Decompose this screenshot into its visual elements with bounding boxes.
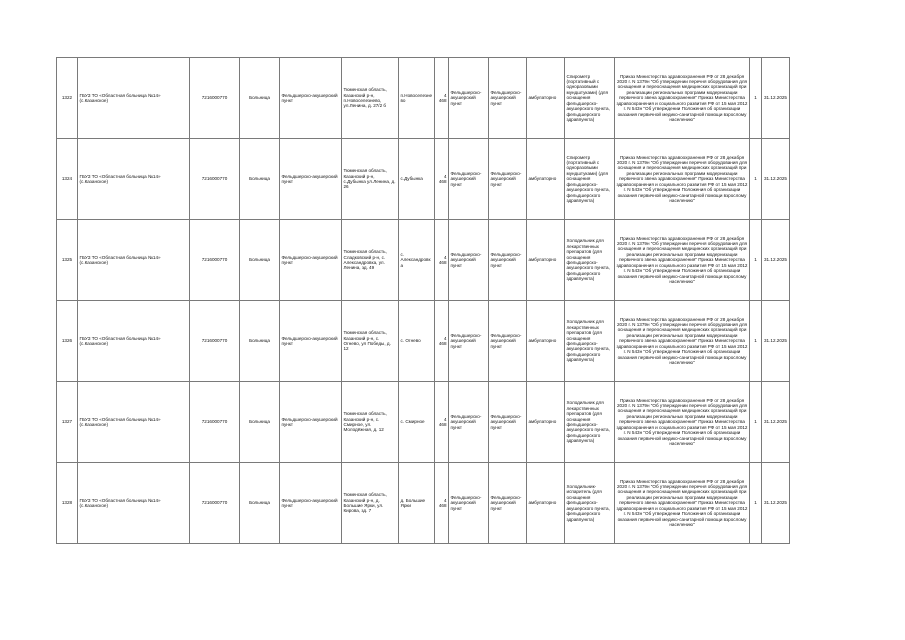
care-type-cell: амбулаторно — [527, 382, 565, 463]
unit-cell: Фельдшерско-акушерский пункт — [280, 301, 342, 382]
position-cell: Фельдшерско-акушерский пункт — [449, 139, 489, 220]
equipment-cell: Спирометр (портативный с одноразовыми мундштуками) (для оснащения фельдшерско-акушерского пункта, фельдшерского здравпункта) — [565, 58, 615, 139]
equipment-cell: Холодильник для лекарственных препаратов (для оснащения фельдшерско-акушерского пункта, фельдшерского здравпункта) — [565, 301, 615, 382]
address-cell: Тюменская область, Сладковский р-н, с. Александровка, ул. Ленина, зд. 49 — [342, 220, 399, 301]
position-cell-2: Фельдшерско-акушерский пункт — [489, 58, 527, 139]
facility-type-cell: Больница — [240, 58, 280, 139]
inn-cell: 7216000770 — [190, 463, 240, 544]
quantity-cell: 1 — [750, 58, 762, 139]
position-cell-2: Фельдшерско-акушерский пункт — [489, 463, 527, 544]
amount-cell: 4 468 — [435, 139, 449, 220]
equipment-cell: Холодильник для лекарственных препаратов (для оснащения фельдшерско-акушерского пункта, фельдшерского здравпункта) — [565, 382, 615, 463]
address-cell: Тюменская область, Казанский р-н, п.Новоселезнево, ул.Ленина, д. 27/2 б — [342, 58, 399, 139]
locality-cell: п.Новоселезнево — [399, 58, 435, 139]
care-type-cell: амбулаторно — [527, 220, 565, 301]
deadline-date-cell: 31.12.2025 — [762, 58, 790, 139]
position-cell: Фельдшерско-акушерский пункт — [449, 463, 489, 544]
address-cell: Тюменская область, Казанский р-н, с. Смирное, ул. Молодёжная, д. 12 — [342, 382, 399, 463]
facility-type-cell: Больница — [240, 139, 280, 220]
organization-cell: ГБУЗ ТО «Областная больница №14» (с.Казанское) — [78, 301, 190, 382]
position-cell: Фельдшерско-акушерский пункт — [449, 382, 489, 463]
row-number: 1322 — [57, 58, 78, 139]
equipment-table — [56, 57, 790, 544]
legal-basis-cell: Приказ Министерства здравоохранения РФ от 28 декабря 2020 г. N 1379н "Об утверждении перечня оборудования для оснащения и переоснащения медицинских организаций при реализации региональных программ модернизации первичного звена здравоохранения" Приказ Министерства здравоохранения и социального развития РФ от 15 мая 2012 г. N 543н "Об утверждении Положения об организации оказания первичной медико-санитарной помощи взрослому населению" — [615, 58, 750, 139]
position-cell-2: Фельдшерско-акушерский пункт — [489, 382, 527, 463]
position-cell: Фельдшерско-акушерский пункт — [449, 58, 489, 139]
quantity-cell: 1 — [750, 139, 762, 220]
deadline-date-cell: 31.12.2025 — [762, 139, 790, 220]
care-type-cell: амбулаторно — [527, 139, 565, 220]
facility-type-cell: Больница — [240, 301, 280, 382]
deadline-date-cell: 31.12.2025 — [762, 301, 790, 382]
row-number: 1325 — [57, 220, 78, 301]
table-row — [57, 382, 790, 463]
equipment-cell: Спирометр (портативный с одноразовыми мундштуками) (для оснащения фельдшерско-акушерского пункта, фельдшерского здравпункта) — [565, 139, 615, 220]
quantity-cell: 1 — [750, 301, 762, 382]
deadline-date-cell: 31.12.2025 — [762, 220, 790, 301]
amount-cell: 4 468 — [435, 382, 449, 463]
amount-cell: 4 468 — [435, 301, 449, 382]
position-cell-2: Фельдшерско-акушерский пункт — [489, 220, 527, 301]
equipment-cell: Холодильник для лекарственных препаратов (для оснащения фельдшерско-акушерского пункта, фельдшерского здравпункта) — [565, 220, 615, 301]
table-row — [57, 301, 790, 382]
organization-cell: ГБУЗ ТО «Областная больница №14» (с.Казанское) — [78, 139, 190, 220]
inn-cell: 7216000770 — [190, 301, 240, 382]
facility-type-cell: Больница — [240, 463, 280, 544]
position-cell-2: Фельдшерско-акушерский пункт — [489, 301, 527, 382]
legal-basis-cell: Приказ Министерства здравоохранения РФ от 28 декабря 2020 г. N 1379н "Об утверждении перечня оборудования для оснащения и переоснащения медицинских организаций при реализации региональных программ модернизации первичного звена здравоохранения" Приказ Министерства здравоохранения и социального развития РФ от 15 мая 2012 г. N 543н "Об утверждении Положения об организации оказания первичной медико-санитарной помощи взрослому населению" — [615, 220, 750, 301]
address-cell: Тюменская область, Казанский р-н, с.Дубынка ул.Ленина, д. 26 — [342, 139, 399, 220]
position-cell-2: Фельдшерско-акушерский пункт — [489, 139, 527, 220]
address-cell: Тюменская область, Казанский р-н, д. Большие Ярки, ул. Кирова, зд. 7 — [342, 463, 399, 544]
unit-cell: Фельдшерско-акушерский пункт — [280, 220, 342, 301]
inn-cell: 7216000770 — [190, 139, 240, 220]
locality-cell: с. Огнево — [399, 301, 435, 382]
care-type-cell: амбулаторно — [527, 463, 565, 544]
unit-cell: Фельдшерско-акушерский пункт — [280, 463, 342, 544]
legal-basis-cell: Приказ Министерства здравоохранения РФ от 28 декабря 2020 г. N 1379н "Об утверждении перечня оборудования для оснащения и переоснащения медицинских организаций при реализации региональных программ модернизации первичного звена здравоохранения" Приказ Министерства здравоохранения и социального развития РФ от 15 мая 2012 г. N 543н "Об утверждении Положения об организации оказания первичной медико-санитарной помощи взрослому населению" — [615, 463, 750, 544]
locality-cell: с. Смирное — [399, 382, 435, 463]
row-number: 1326 — [57, 301, 78, 382]
organization-cell: ГБУЗ ТО «Областная больница №14» (с.Казанское) — [78, 58, 190, 139]
organization-cell: ГБУЗ ТО «Областная больница №14» (с.Казанское) — [78, 220, 190, 301]
legal-basis-cell: Приказ Министерства здравоохранения РФ от 28 декабря 2020 г. N 1379н "Об утверждении перечня оборудования для оснащения и переоснащения медицинских организаций при реализации региональных программ модернизации первичного звена здравоохранения" Приказ Министерства здравоохранения и социального развития РФ от 15 мая 2012 г. N 543н "Об утверждении Положения об организации оказания первичной медико-санитарной помощи взрослому населению" — [615, 382, 750, 463]
locality-cell: с.Дубынка — [399, 139, 435, 220]
legal-basis-cell: Приказ Министерства здравоохранения РФ от 28 декабря 2020 г. N 1379н "Об утверждении перечня оборудования для оснащения и переоснащения медицинских организаций при реализации региональных программ модернизации первичного звена здравоохранения" Приказ Министерства здравоохранения и социального развития РФ от 15 мая 2012 г. N 543н "Об утверждении Положения об организации оказания первичной медико-санитарной помощи взрослому населению" — [615, 139, 750, 220]
address-cell: Тюменская область, Казанский р-н, с. Огнево, ул Победы, д. 12 — [342, 301, 399, 382]
unit-cell: Фельдшерско-акушерский пункт — [280, 382, 342, 463]
equipment-cell: Холодильник-испаритель (для оснащения фельдшерско-акушерского пункта, фельдшерского здравпункта) — [565, 463, 615, 544]
deadline-date-cell: 31.12.2025 — [762, 382, 790, 463]
quantity-cell: 1 — [750, 220, 762, 301]
amount-cell: 4 468 — [435, 463, 449, 544]
facility-type-cell: Больница — [240, 220, 280, 301]
legal-basis-cell: Приказ Министерства здравоохранения РФ от 28 декабря 2020 г. N 1379н "Об утверждении перечня оборудования для оснащения и переоснащения медицинских организаций при реализации региональных программ модернизации первичного звена здравоохранения" Приказ Министерства здравоохранения и социального развития РФ от 15 мая 2012 г. N 543н "Об утверждении Положения об организации оказания первичной медико-санитарной помощи взрослому населению" — [615, 301, 750, 382]
quantity-cell: 1 — [750, 382, 762, 463]
locality-cell: с. Александровка — [399, 220, 435, 301]
amount-cell: 4 468 — [435, 58, 449, 139]
table-row — [57, 58, 790, 139]
position-cell: Фельдшерско-акушерский пункт — [449, 301, 489, 382]
row-number: 1324 — [57, 139, 78, 220]
row-number: 1328 — [57, 463, 78, 544]
facility-type-cell: Больница — [240, 382, 280, 463]
position-cell: Фельдшерско-акушерский пункт — [449, 220, 489, 301]
inn-cell: 7216000770 — [190, 220, 240, 301]
table-row — [57, 139, 790, 220]
unit-cell: Фельдшерско-акушерский пункт — [280, 139, 342, 220]
unit-cell: Фельдшерско-акушерский пункт — [280, 58, 342, 139]
care-type-cell: амбулаторно — [527, 301, 565, 382]
amount-cell: 4 468 — [435, 220, 449, 301]
locality-cell: д. Большие Ярки — [399, 463, 435, 544]
inn-cell: 7216000770 — [190, 58, 240, 139]
organization-cell: ГБУЗ ТО «Областная больница №14» (с.Казанское) — [78, 382, 190, 463]
organization-cell: ГБУЗ ТО «Областная больница №14» (с.Казанское) — [78, 463, 190, 544]
care-type-cell: амбулаторно — [527, 58, 565, 139]
row-number: 1327 — [57, 382, 78, 463]
inn-cell: 7216000770 — [190, 382, 240, 463]
quantity-cell: 1 — [750, 463, 762, 544]
table-row — [57, 220, 790, 301]
deadline-date-cell: 31.12.2025 — [762, 463, 790, 544]
table-row — [57, 463, 790, 544]
